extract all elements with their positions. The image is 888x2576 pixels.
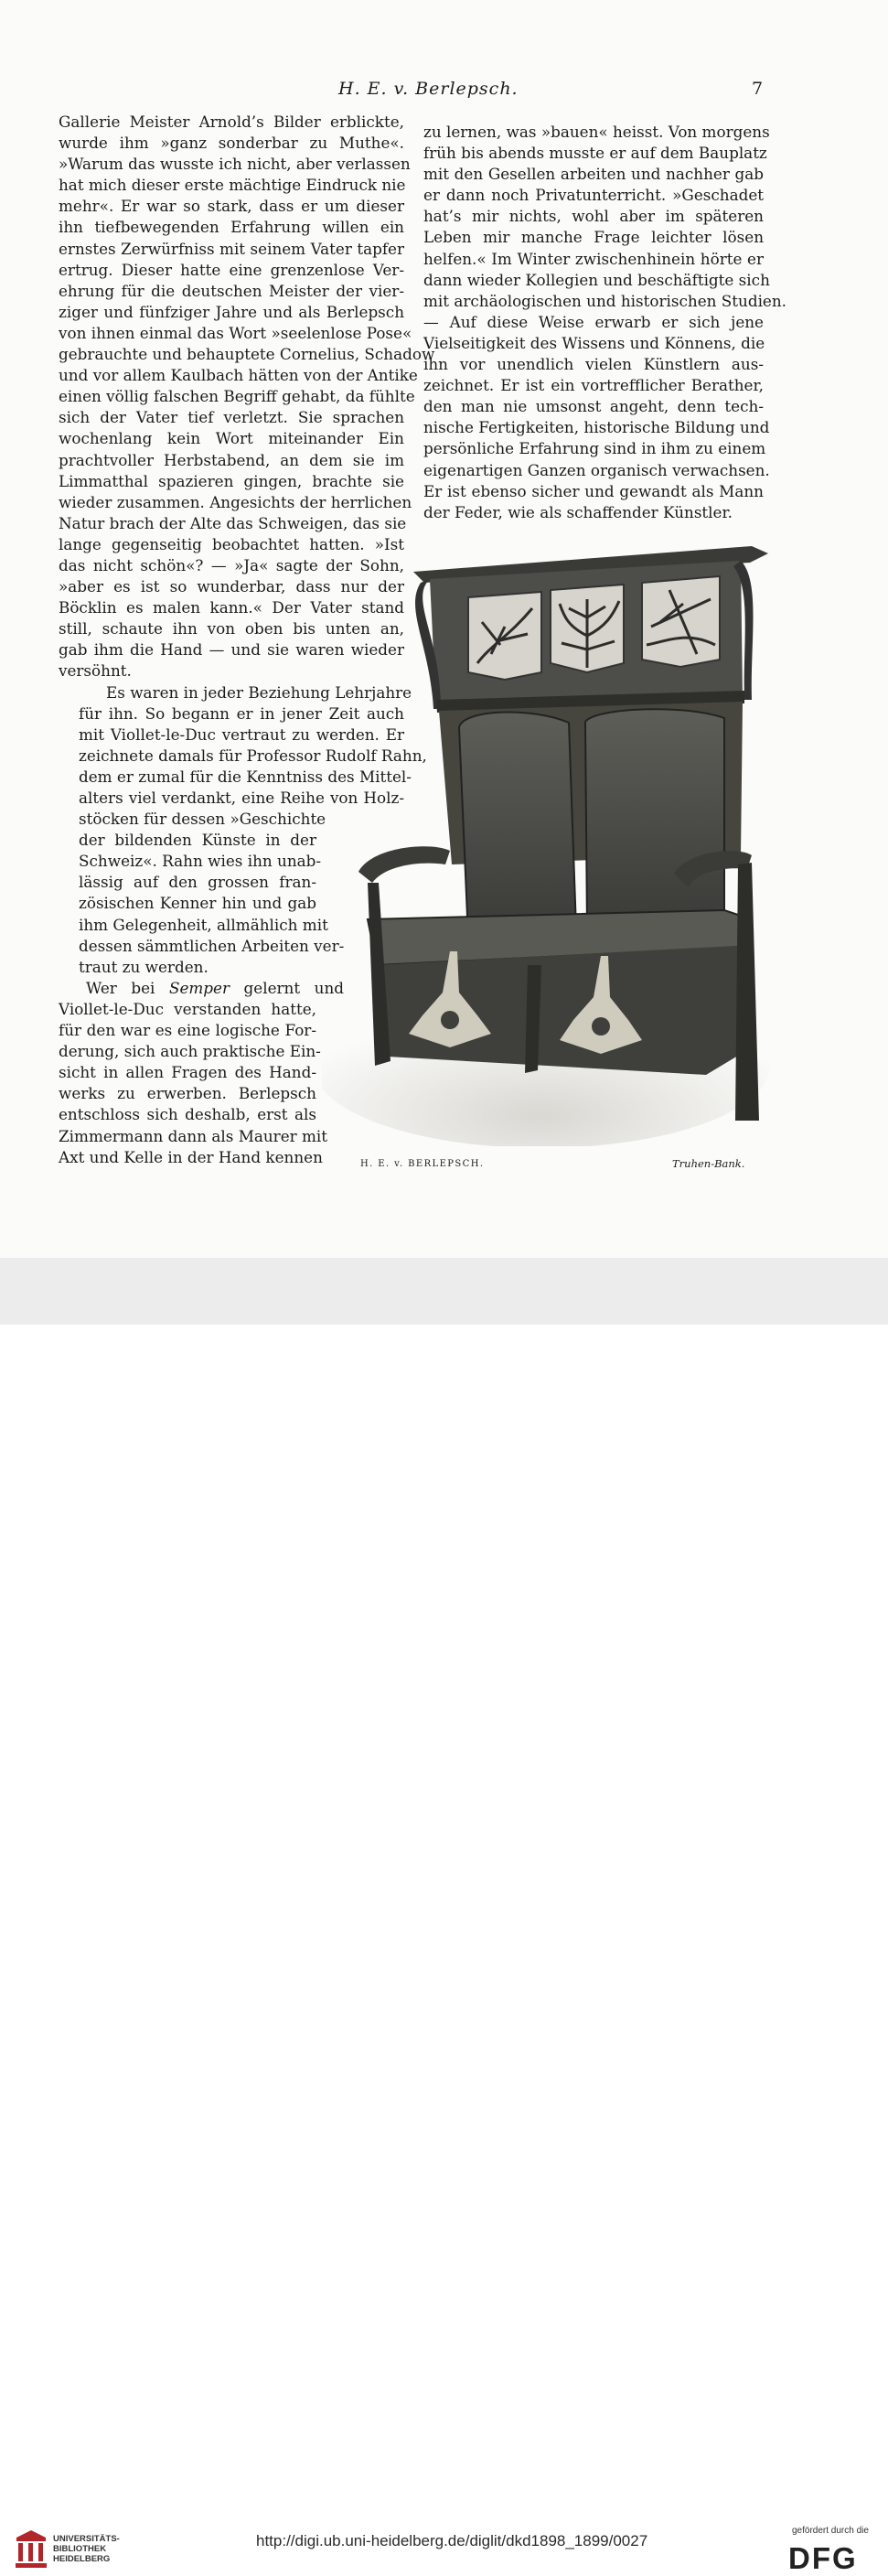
text-line: »Warum das wusste ich nicht, aber verlassen: [59, 155, 411, 174]
text-line: ihn tiefbewegenden Erfahrung willen ein: [59, 218, 404, 237]
text-line: stöcken für dessen »Geschichte: [79, 810, 326, 829]
text-line: ertrug. Dieser hatte eine grenzenlose Ver-: [59, 260, 404, 279]
text-line: den man nie umsonst angeht, denn tech-: [423, 397, 764, 416]
text-line: lange gegenseitig beobachtet hatten. »Ist: [59, 534, 404, 553]
text-line: wieder zusammen. Angesichts der herrlichen: [59, 492, 412, 511]
text-line: einen völlig falschen Begriff gehabt, da fühlte: [59, 387, 415, 406]
text-line: zu lernen, was »bauen« heisst. Von morgens: [423, 123, 770, 141]
text-line: ihm Gelegenheit, allmählich mit: [79, 915, 328, 934]
text-line: traut zu werden.: [79, 957, 209, 976]
book-page: [0, 0, 888, 1258]
text-line: »aber es ist so wunderbar, dass nur der: [59, 577, 404, 596]
text-line: Axt und Kelle in der Hand kennen: [59, 1147, 323, 1166]
university-library-name: UNIVERSITÄTS- BIBLIOTHEK HEIDELBERG: [53, 2534, 120, 2564]
text-line: alters viel verdankt, eine Reihe von Holz-: [79, 789, 404, 807]
text-line: dem er zumal für die Kenntniss des Mittel-: [79, 767, 412, 786]
text-line: Natur brach der Alte das Schweigen, das sie: [59, 513, 407, 532]
text-line: entschloss sich deshalb, erst als: [59, 1105, 316, 1124]
text-line: ziger und fünfziger Jahre und als Berlepsch: [59, 302, 404, 321]
armrest-left: [358, 846, 450, 883]
bench-photograph: [322, 535, 770, 1146]
text-line: versöhnt.: [59, 661, 132, 681]
text-line: sicht in allen Fragen des Hand-: [59, 1063, 316, 1082]
text-line: — Auf diese Weise erwarb er sich jene: [423, 312, 764, 331]
text-line: und vor allem Kaulbach hätten von der Antike: [59, 366, 418, 385]
text-line: der Feder, wie als schaffender Künstler.: [423, 502, 733, 521]
page-number: 7: [752, 79, 764, 99]
seat-back-right: [585, 709, 724, 928]
text-line: mit Viollet-le-Duc vertraut zu werden. Er: [79, 724, 404, 744]
footer-bar: [0, 1258, 888, 2575]
text-line: dessen sämmtlichen Arbeiten ver-: [79, 936, 345, 955]
seat-back-left: [459, 713, 576, 938]
text-line: Schweiz«. Rahn wies ihn unab-: [79, 852, 322, 871]
text-line: sich der Vater tief verletzt. Sie sprachen: [59, 408, 404, 427]
text-line: mehr«. Er war so stark, dass er um dieser: [59, 197, 404, 216]
text-line: er dann noch Privatunterricht. »Geschadet: [423, 186, 764, 205]
university-library-logo-icon: [13, 2528, 49, 2571]
text-line: gab ihm die Hand — und sie waren wieder: [59, 640, 404, 660]
text-line: ehrung für die deutschen Meister der vier-: [59, 281, 404, 300]
text-line: für den war es eine logische For-: [59, 1021, 316, 1040]
text-line: ihn vor unendlich vielen Künstlern aus-: [423, 355, 764, 374]
text-line: hat’s mir nichts, wohl aber im späteren: [423, 207, 764, 226]
panel-left: [468, 592, 541, 680]
text-line: helfen.« Im Winter zwischenhinein hörte er: [423, 249, 764, 268]
text-line: Leben mir manche Frage leichter lösen: [423, 228, 764, 247]
text-line: früh bis abends musste er auf dem Bauplatz: [423, 144, 767, 163]
figure-caption-artist: H. E. v. BERLEPSCH.: [360, 1159, 485, 1169]
panel-right: [642, 576, 720, 667]
panel-center: [551, 585, 624, 672]
text-line: für ihn. So begann er in jener Zeit auch: [79, 703, 404, 723]
text-line: wurde ihm »ganz sonderbar zu Muthe«.: [59, 134, 404, 153]
text-line: Vielseitigkeit des Wissens und Könnens, die: [423, 333, 765, 352]
text-line: zeichnete damals für Professor Rudolf Rahn,: [79, 746, 427, 765]
text-line: zösischen Kenner hin und gab: [79, 894, 316, 913]
leg-right: [735, 863, 759, 1121]
text-line: Es waren in jeder Beziehung Lehrjahre: [106, 682, 412, 702]
text-line: dann wieder Kollegien und beschäftigte sich: [423, 270, 770, 289]
text-line: prachtvoller Herbstabend, an dem sie im: [59, 450, 404, 469]
dfg-logo: DFG: [788, 2541, 858, 2575]
text-line: nische Fertigkeiten, historische Bildung und: [423, 418, 770, 437]
text-line: ernstes Zerwürfniss mit seinem Vater tapfer: [59, 239, 404, 258]
text-line: eigenartigen Ganzen organisch verwachsen.: [423, 460, 770, 479]
text-line: gebrauchte und behauptete Cornelius, Schadow: [59, 345, 435, 364]
right-column: [423, 122, 787, 523]
text-line: mit den Gesellen arbeiten und nachher gab: [423, 165, 764, 184]
running-head: H. E. v. Berlepsch.: [338, 79, 519, 99]
figure-caption-title: Truhen-Bank.: [672, 1157, 745, 1170]
text-line: wochenlang kein Wort miteinander Ein: [59, 429, 404, 448]
text-line: Viollet-le-Duc verstanden hatte,: [59, 999, 316, 1018]
text-line: Zimmermann dann als Maurer mit: [59, 1126, 328, 1145]
paragraph-3-first-line: Wer bei Semper gelernt und: [86, 978, 345, 997]
text-line: Limmatthal spazieren gingen, brachte sie: [59, 471, 404, 490]
text-line: derung, sich auch praktische Ein-: [59, 1042, 321, 1061]
text-line: von ihnen einmal das Wort »seelenlose Pose«: [59, 323, 412, 342]
text-line: still, schaute ihn von oben bis unten an,: [59, 619, 404, 639]
text-line: werks zu erwerben. Berlepsch: [59, 1084, 316, 1103]
text-line: zeichnet. Er ist ein vortrefflicher Berather,: [423, 376, 764, 395]
text-line: mit archäologischen und historischen Studien.: [423, 291, 787, 310]
text-line: Er ist ebenso sicher und gewandt als Mann: [423, 481, 764, 500]
funding-note: gefördert durch die: [792, 2526, 869, 2536]
text-line: Gallerie Meister Arnold’s Bilder erblickte,: [59, 113, 404, 131]
text-line: das nicht schön«? — »Ja« sagte der Sohn,: [59, 555, 404, 574]
source-url-link[interactable]: http://digi.ub.uni-heidelberg.de/diglit/dkd1898_1899/0027: [256, 2532, 648, 2549]
text-line: lässig auf den grossen fran-: [79, 873, 316, 892]
right-paragraph: [423, 122, 787, 523]
text-line: hat mich dieser erste mächtige Eindruck nie: [59, 176, 406, 195]
text-line: der bildenden Künste in der: [79, 831, 316, 850]
text-line: Böcklin es malen kann.« Der Vater stand: [59, 598, 404, 617]
text-line: persönliche Erfahrung sind in ihm zu einem: [423, 439, 766, 458]
semper-name: Semper: [168, 978, 230, 997]
